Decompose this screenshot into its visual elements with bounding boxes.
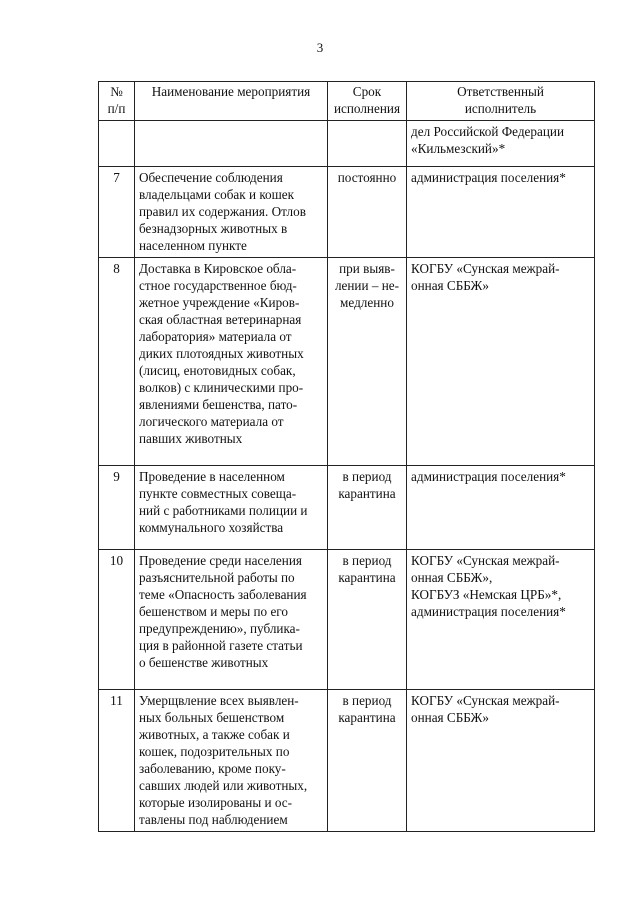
cell-resp <box>407 167 595 258</box>
cell-term-line: карантина <box>338 570 396 585</box>
cell-resp-line: КОГБУ «Сунская межрай- <box>411 693 560 708</box>
cell-resp-line: онная СББЖ» <box>411 710 489 725</box>
cell-resp <box>407 258 595 466</box>
cell-name-line: теме «Опасность заболевания <box>139 587 307 602</box>
cell-num: 8 <box>99 258 135 466</box>
cell-name-line: предупреждению», публика- <box>139 621 300 636</box>
cell-resp-line: онная СББЖ» <box>411 278 489 293</box>
header-resp-line: исполнитель <box>464 101 537 116</box>
table-header-row <box>99 82 595 121</box>
cell-term <box>328 258 407 466</box>
cell-name-line: кошек, подозрительных по <box>139 744 290 759</box>
cell-name <box>135 550 328 690</box>
table-row <box>99 167 595 258</box>
cell-resp-line: администрация поселения* <box>411 170 566 185</box>
cell-resp-line: администрация поселения* <box>411 604 566 619</box>
cell-name-line: логического материала от <box>139 414 284 429</box>
cell-resp-line: «Кильмезский»* <box>411 141 506 156</box>
cell-term-line: медленно <box>340 295 394 310</box>
cell-name-line: коммунального хозяйства <box>139 520 284 535</box>
cell-resp <box>407 550 595 690</box>
cell-name-line: пункте совместных совеща- <box>139 486 297 501</box>
cell-name-line: ская областная ветеринарная <box>139 312 302 327</box>
page-number: 3 <box>316 40 324 55</box>
cell-name-line: о бешенстве животных <box>139 655 269 670</box>
header-term <box>328 82 407 121</box>
cell-term-line: карантина <box>338 486 396 501</box>
cell-name-line: владельцами собак и кошек <box>139 187 295 202</box>
cell-name-line: павших животных <box>139 431 243 446</box>
cell-name-line: разъяснительной работы по <box>139 570 295 585</box>
cell-resp-line: КОГБУЗ «Немская ЦРБ»*, <box>411 587 562 602</box>
table-row <box>99 466 595 550</box>
cell-term-line: в период <box>342 553 392 568</box>
cell-term-line: лении – не- <box>334 278 400 293</box>
cell-resp-line: онная СББЖ», <box>411 570 493 585</box>
cell-name-line: стное государственное бюд- <box>139 278 297 293</box>
cell-term-line: при выяв- <box>339 261 395 276</box>
header-term-line: Срок <box>352 84 382 99</box>
cell-name-line: Проведение в населенном <box>139 469 285 484</box>
table-row <box>99 550 595 690</box>
cell-name-line: лаборатория» материала от <box>139 329 292 344</box>
table-row <box>99 121 595 167</box>
cell-resp-line: КОГБУ «Сунская межрай- <box>411 261 560 276</box>
cell-name-line: животных, а также собак и <box>139 727 290 742</box>
cell-name-line: Умерщвление всех выявлен- <box>139 693 299 708</box>
cell-resp-line: КОГБУ «Сунская межрай- <box>411 553 560 568</box>
header-resp <box>407 82 595 121</box>
header-num <box>99 82 135 121</box>
cell-num: 7 <box>99 167 135 258</box>
cell-name-line: ция в районной газете статьи <box>139 638 303 653</box>
cell-term <box>328 690 407 832</box>
cell-name-line: заболеванию, кроме поку- <box>139 761 286 776</box>
cell-name-line: Обеспечение соблюдения <box>139 170 283 185</box>
cell-name-line: Проведение среди населения <box>139 553 302 568</box>
cell-name <box>135 258 328 466</box>
cell-term <box>328 121 407 167</box>
table-row <box>99 690 595 832</box>
header-term-line: исполнения <box>333 101 401 116</box>
cell-name <box>135 167 328 258</box>
activities-table <box>98 81 595 832</box>
cell-term <box>328 466 407 550</box>
cell-name-line: жетное учреждение «Киров- <box>139 295 300 310</box>
header-num-line: п/п <box>107 101 126 116</box>
cell-name-line: которые изолированы и ос- <box>139 795 293 810</box>
cell-name-line: Доставка в Кировское обла- <box>139 261 297 276</box>
cell-name-line: бешенством и меры по его <box>139 604 288 619</box>
cell-term-line: постоянно <box>337 170 397 185</box>
cell-term <box>328 550 407 690</box>
cell-resp-line: дел Российской Федерации <box>411 124 565 139</box>
cell-resp <box>407 121 595 167</box>
header-name-line: Наименование мероприятия <box>151 84 311 99</box>
cell-name-line: явлениями бешенства, пато- <box>139 397 298 412</box>
cell-name-line: ний с работниками полиции и <box>139 503 308 518</box>
cell-resp <box>407 690 595 832</box>
cell-name <box>135 121 328 167</box>
table-row <box>99 258 595 466</box>
cell-name-line: диких плотоядных животных <box>139 346 304 361</box>
cell-name-line: савших людей или животных, <box>139 778 308 793</box>
cell-num: 9 <box>99 466 135 550</box>
cell-term-line: в период <box>342 469 392 484</box>
cell-name-line: тавлены под наблюдением <box>139 812 288 827</box>
header-name <box>135 82 328 121</box>
cell-name-line: ных больных бешенством <box>139 710 285 725</box>
cell-term-line: карантина <box>338 710 396 725</box>
cell-name <box>135 690 328 832</box>
cell-name-line: безнадзорных животных в <box>139 221 288 236</box>
header-resp-line: Ответственный <box>457 84 544 99</box>
cell-num: 10 <box>99 550 135 690</box>
cell-name-line: волков) с клиническими про- <box>139 380 304 395</box>
cell-name-line: населенном пункте <box>139 238 247 253</box>
cell-num: 11 <box>99 690 135 832</box>
header-num-line: № <box>110 84 123 99</box>
cell-term-line: в период <box>342 693 392 708</box>
cell-name-line: (лисиц, енотовидных собак, <box>139 363 296 378</box>
cell-name-line: правил их содержания. Отлов <box>139 204 306 219</box>
cell-name <box>135 466 328 550</box>
cell-term <box>328 167 407 258</box>
cell-num <box>99 121 135 167</box>
cell-resp-line: администрация поселения* <box>411 469 566 484</box>
cell-resp <box>407 466 595 550</box>
